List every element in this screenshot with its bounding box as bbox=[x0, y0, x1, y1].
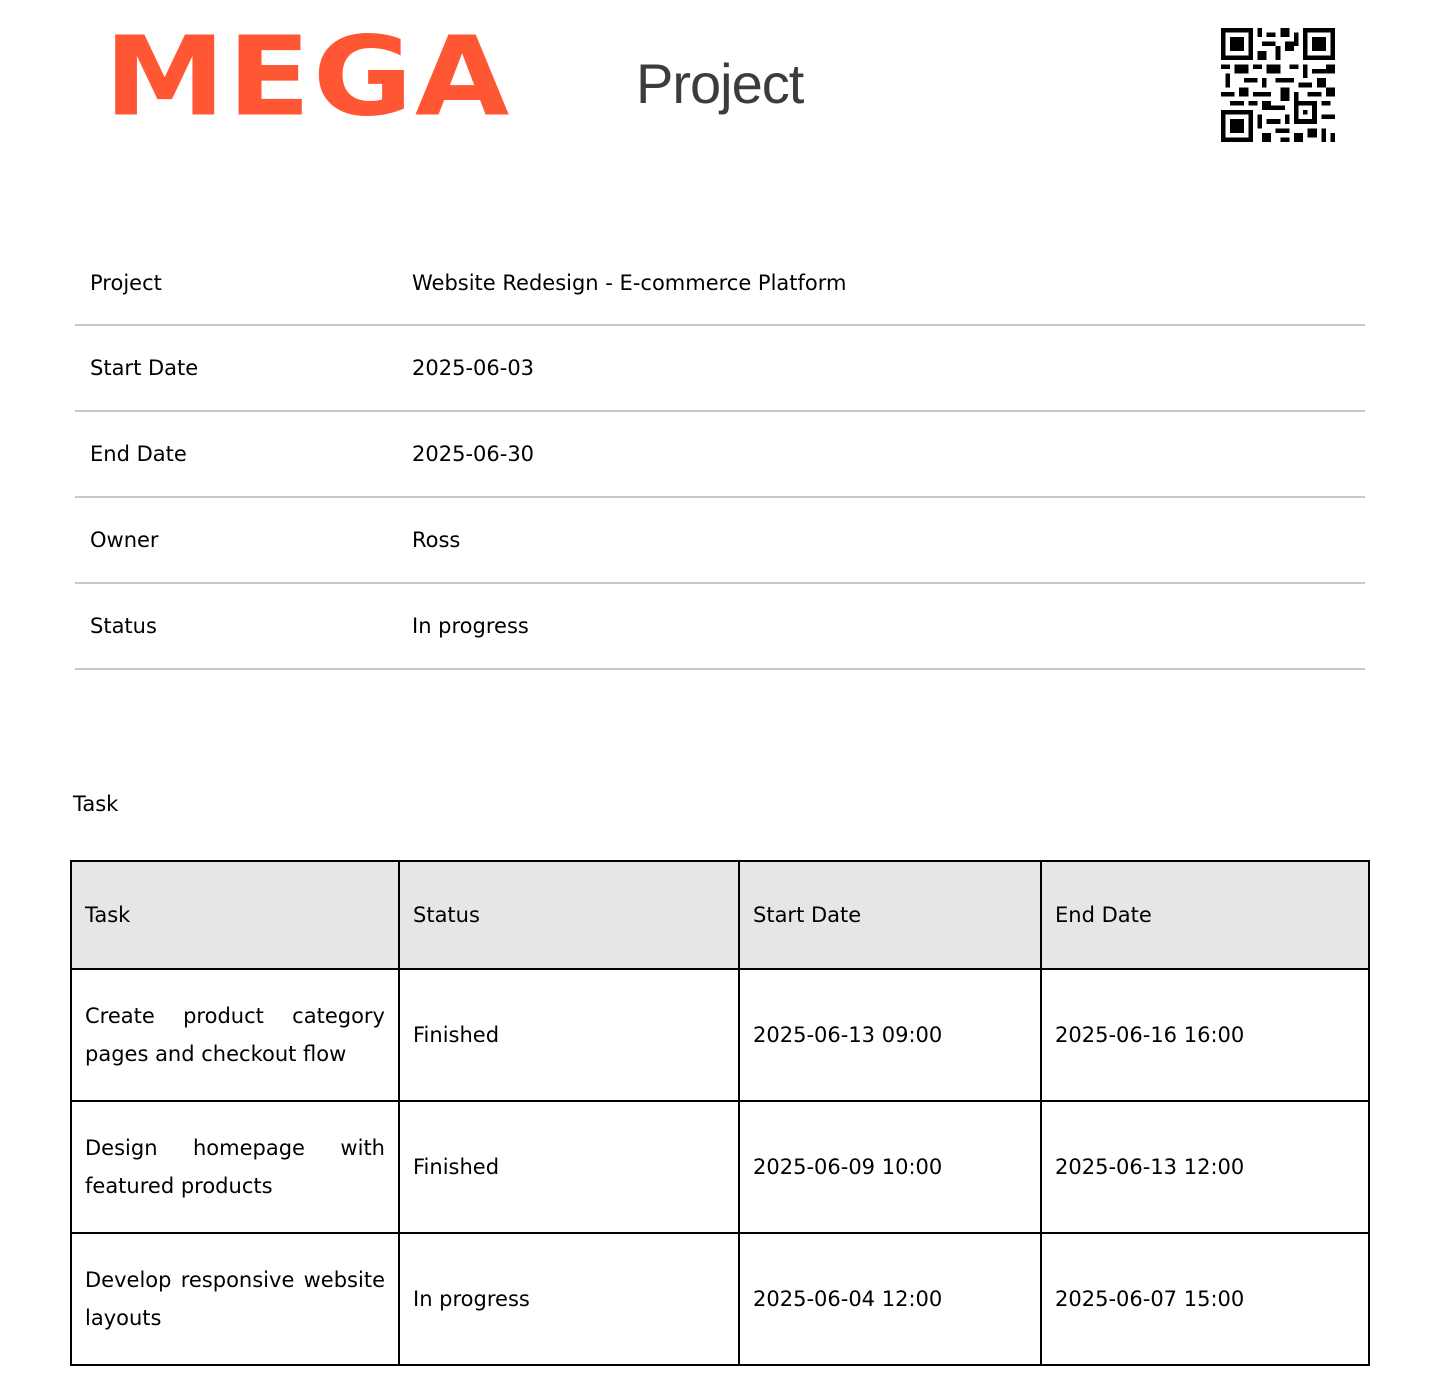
task-start-date: 2025-06-09 10:00 bbox=[739, 1101, 1041, 1233]
column-header-end-date: End Date bbox=[1041, 861, 1369, 969]
column-header-status: Status bbox=[399, 861, 739, 969]
info-value: 2025-06-03 bbox=[397, 325, 1365, 411]
task-end-date: 2025-06-07 15:00 bbox=[1041, 1233, 1369, 1365]
info-row-end-date bbox=[75, 411, 1365, 497]
task-status: Finished bbox=[399, 1101, 739, 1233]
company-logo: MEGA bbox=[104, 13, 512, 141]
table-row bbox=[71, 1101, 1369, 1233]
info-label: Status bbox=[75, 583, 397, 669]
page-title: Project bbox=[636, 52, 804, 115]
column-header-task: Task bbox=[71, 861, 399, 969]
task-table-header bbox=[71, 861, 1369, 969]
table-row bbox=[71, 1233, 1369, 1365]
task-name: Develop responsive website layouts bbox=[71, 1233, 399, 1365]
info-row-owner bbox=[75, 497, 1365, 583]
task-start-date: 2025-06-13 09:00 bbox=[739, 969, 1041, 1101]
task-section-heading: Task bbox=[73, 792, 119, 816]
task-table bbox=[70, 860, 1370, 1366]
table-row bbox=[71, 969, 1369, 1101]
info-value: In progress bbox=[397, 583, 1365, 669]
task-start-date: 2025-06-04 12:00 bbox=[739, 1233, 1041, 1365]
task-end-date: 2025-06-16 16:00 bbox=[1041, 969, 1369, 1101]
task-name: Design homepage with featured products bbox=[71, 1101, 399, 1233]
project-info-table bbox=[75, 242, 1365, 670]
task-status: Finished bbox=[399, 969, 739, 1101]
task-name: Create product category pages and checkout flow bbox=[71, 969, 399, 1101]
info-label: Owner bbox=[75, 497, 397, 583]
task-end-date: 2025-06-13 12:00 bbox=[1041, 1101, 1369, 1233]
info-value: Ross bbox=[397, 497, 1365, 583]
info-row-status bbox=[75, 583, 1365, 669]
info-label: Start Date bbox=[75, 325, 397, 411]
info-label: End Date bbox=[75, 411, 397, 497]
info-value: 2025-06-30 bbox=[397, 411, 1365, 497]
info-value: Website Redesign - E-commerce Platform bbox=[397, 242, 1365, 325]
info-label: Project bbox=[75, 242, 397, 325]
column-header-start-date: Start Date bbox=[739, 861, 1041, 969]
task-status: In progress bbox=[399, 1233, 739, 1365]
info-row-start-date bbox=[75, 325, 1365, 411]
qr-code-icon bbox=[1221, 28, 1335, 142]
info-row-project bbox=[75, 242, 1365, 325]
